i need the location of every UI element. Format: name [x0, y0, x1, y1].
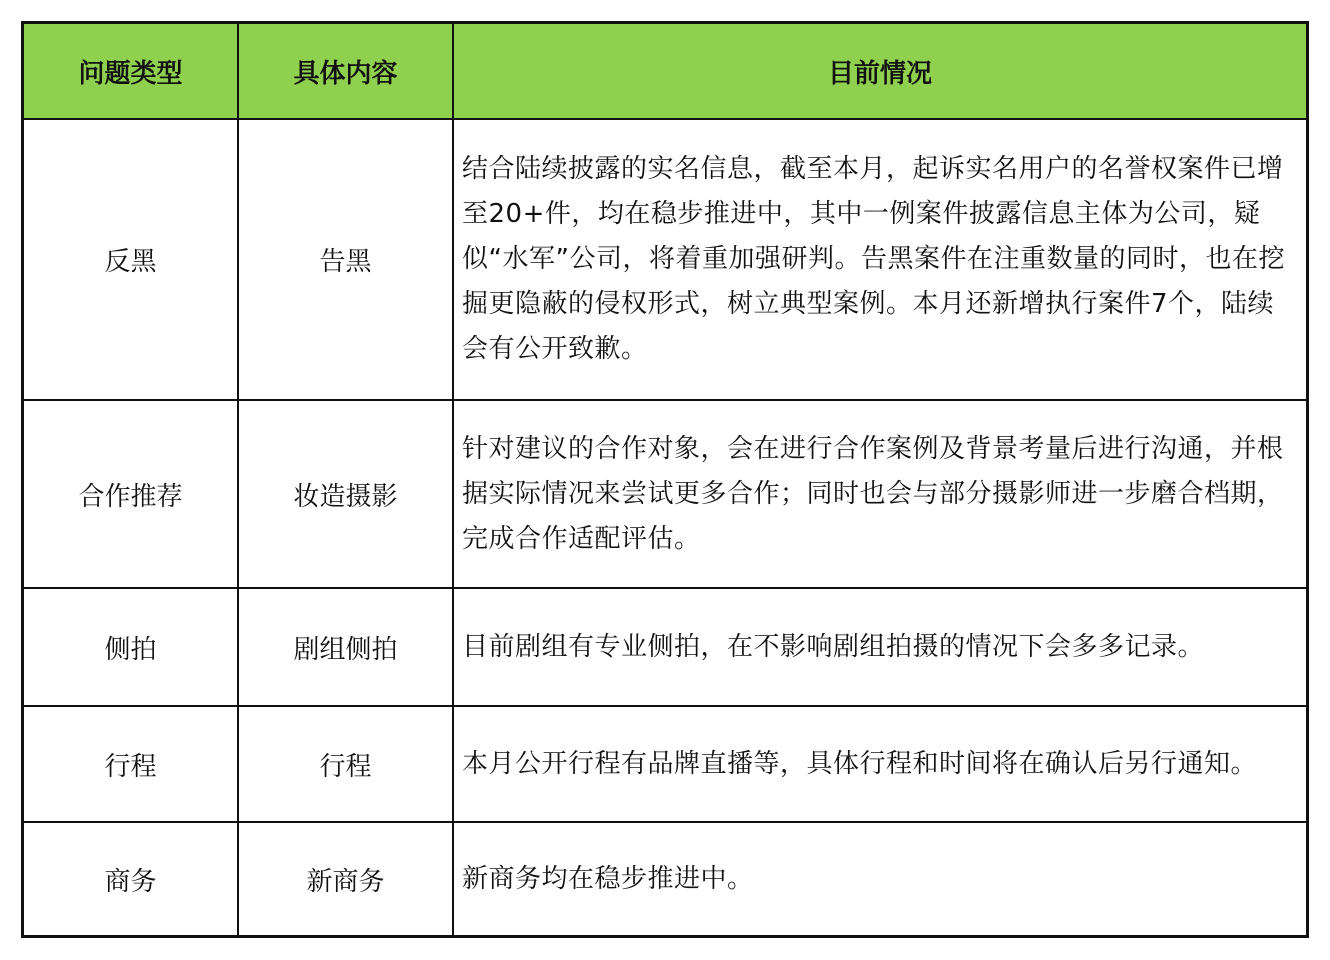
row-status	[454, 823, 1306, 935]
row-type: 行程	[24, 707, 239, 823]
row-type: 侧拍	[24, 589, 239, 707]
row-content: 新商务	[239, 823, 454, 935]
row-content: 行程	[239, 707, 454, 823]
row-status	[454, 401, 1306, 589]
row-content: 剧组侧拍	[239, 589, 454, 707]
summary-table	[21, 21, 1309, 938]
row-type: 商务	[24, 823, 239, 935]
header-problem-type: 问题类型	[24, 24, 239, 120]
row-status-text: 新商务均在稳步推进中。	[462, 863, 754, 894]
row-status-text: 结合陆续披露的实名信息，截至本月，起诉实名用户的名誉权案件已增至20+件，均在稳步推进中，其中一例案件披露信息主体为公司，疑似“水军”公司，将着重加强研判。告黑案件在注重数量的同时，也在挖掘更隐蔽的侵权形式，树立典型案例。本月还新增执行案件7个，陆续会有公开致歉。	[462, 154, 1285, 364]
row-content: 妆造摄影	[239, 401, 454, 589]
row-status	[454, 589, 1306, 707]
header-status: 目前情况	[454, 24, 1306, 120]
row-status	[454, 707, 1306, 823]
row-status	[454, 120, 1306, 401]
row-status-text: 本月公开行程有品牌直播等，具体行程和时间将在确认后另行通知。	[462, 748, 1258, 779]
row-status-text: 针对建议的合作对象，会在进行合作案例及背景考量后进行沟通，并根据实际情况来尝试更多合作；同时也会与部分摄影师进一步磨合档期，完成合作适配评估。	[462, 433, 1284, 554]
row-type: 合作推荐	[24, 401, 239, 589]
row-content: 告黑	[239, 120, 454, 401]
row-status-text: 目前剧组有专业侧拍，在不影响剧组拍摄的情况下会多多记录。	[462, 631, 1205, 662]
row-type: 反黑	[24, 120, 239, 401]
header-content: 具体内容	[239, 24, 454, 120]
